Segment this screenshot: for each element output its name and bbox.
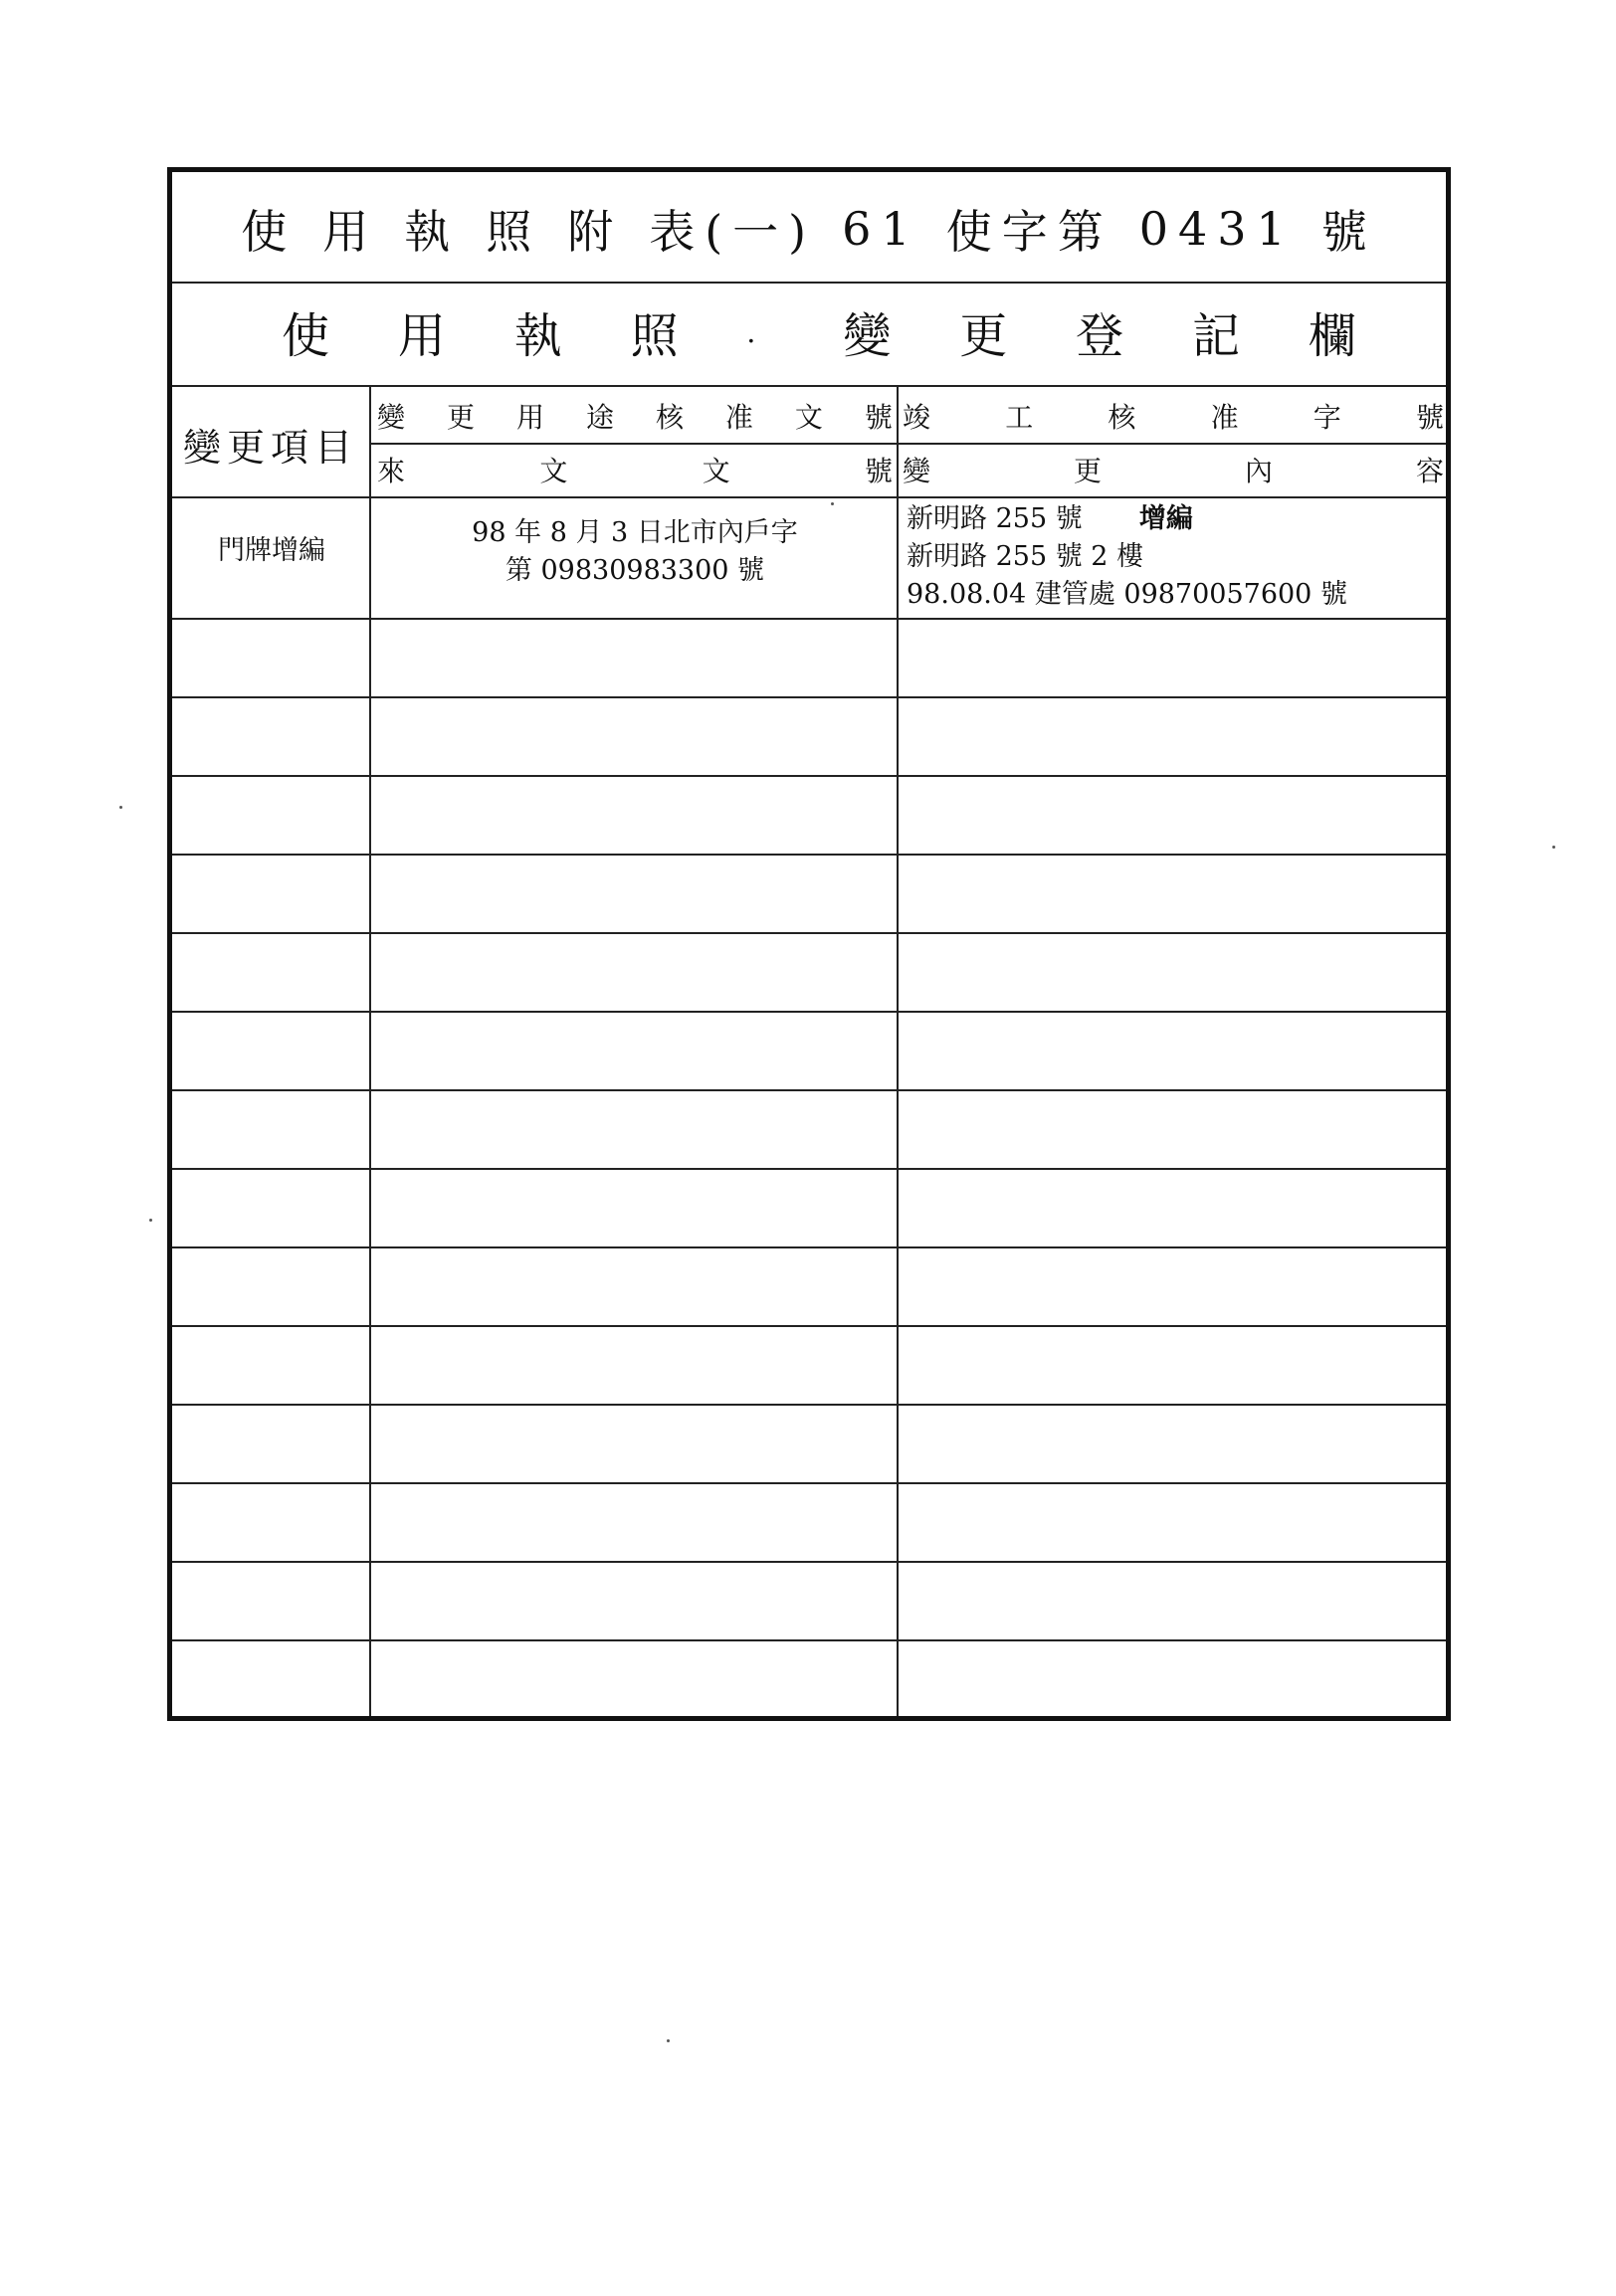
subtitle-char: 執 <box>513 307 562 364</box>
entry-doc-line: 第 09830983300 號 <box>505 555 765 586</box>
header-char: 用 <box>515 401 544 434</box>
title-char: 表 <box>649 205 706 259</box>
title-suffix: 號 <box>1320 205 1377 259</box>
entry-doc <box>373 514 897 590</box>
entry-item: 門牌增編 <box>218 535 325 566</box>
header-char: 更 <box>446 401 475 434</box>
header-completion-approval <box>899 391 1448 441</box>
header-char: 號 <box>1415 401 1444 434</box>
column-divider <box>369 385 371 1716</box>
scan-speck <box>1552 846 1555 849</box>
subtitle-char: 照 <box>630 307 679 364</box>
title-ref-number: 0431 <box>1138 202 1296 256</box>
divider <box>172 1089 1446 1091</box>
subtitle-char: 記 <box>1192 307 1241 364</box>
header-change-content <box>899 445 1448 494</box>
header-char: 更 <box>1073 455 1102 487</box>
title-char: 執 <box>404 205 461 259</box>
form-subtitle <box>282 291 1356 371</box>
title-char: 使 <box>241 205 298 259</box>
entry-content-line: 新明路 255 號 2 樓 <box>907 541 1144 572</box>
header-char: 號 <box>864 455 893 487</box>
header-char: 途 <box>585 401 614 434</box>
header-char: 核 <box>1108 401 1136 434</box>
header-approval-doc <box>373 391 897 441</box>
divider <box>172 696 1446 698</box>
title-char: 照 <box>486 205 542 259</box>
divider <box>172 1639 1446 1641</box>
subtitle-char: 欄 <box>1308 307 1356 364</box>
subtitle-char: 變 <box>843 307 892 364</box>
header-char: 號 <box>864 401 893 434</box>
header-char: 容 <box>1415 455 1444 487</box>
header-char: 工 <box>1005 401 1034 434</box>
divider <box>172 1168 1446 1170</box>
divider <box>172 282 1446 284</box>
entry-doc-line: 98 年 8 月 3 日北市內戶字 <box>472 517 798 548</box>
header-char: 字 <box>1313 401 1341 434</box>
subtitle-char: 更 <box>959 307 1008 364</box>
subtitle-char: ． <box>746 316 775 349</box>
header-char: 竣 <box>903 401 931 434</box>
header-char: 來 <box>377 455 406 487</box>
form-frame <box>167 167 1451 1721</box>
scan-speck <box>119 806 122 809</box>
divider <box>172 1246 1446 1248</box>
header-char: 內 <box>1244 455 1273 487</box>
divider <box>172 1561 1446 1563</box>
subtitle-char: 使 <box>282 307 330 364</box>
subtitle-char: 用 <box>397 307 446 364</box>
divider <box>172 385 1446 387</box>
title-paren: (一) <box>705 205 817 259</box>
header-char: 變 <box>377 401 406 434</box>
header-char: 核 <box>655 401 684 434</box>
title-number: 61 <box>842 202 920 256</box>
header-char: 文 <box>539 455 568 487</box>
entry-content-line: 98.08.04 建管處 09870057600 號 <box>907 579 1347 610</box>
title-char: 用 <box>322 205 379 259</box>
header-char: 准 <box>724 401 753 434</box>
divider <box>172 618 1446 620</box>
column-divider <box>897 385 899 1716</box>
divider <box>172 1404 1446 1406</box>
divider <box>172 496 1446 498</box>
header-incoming-doc <box>373 445 897 494</box>
scan-speck <box>831 502 834 505</box>
entry-content <box>907 500 1448 614</box>
subtitle-char: 登 <box>1076 307 1124 364</box>
header-char: 文 <box>794 401 823 434</box>
scan-speck <box>149 1219 152 1222</box>
divider <box>172 1011 1446 1013</box>
title-char: 附 <box>567 205 624 259</box>
divider <box>172 775 1446 777</box>
divider <box>172 1325 1446 1327</box>
scan-speck <box>667 2039 670 2042</box>
header-char: 變 <box>903 455 931 487</box>
form-title <box>172 194 1446 264</box>
title-ref: 使字第 <box>945 205 1113 259</box>
divider <box>172 932 1446 934</box>
entry-content-line: 新明路 255 號 <box>907 503 1083 534</box>
divider <box>172 854 1446 856</box>
entry-content-tag: 增編 <box>1138 503 1193 534</box>
header-change-item: 變更項目 <box>182 425 358 470</box>
header-char: 准 <box>1210 401 1239 434</box>
divider <box>172 1482 1446 1484</box>
header-char: 文 <box>702 455 730 487</box>
